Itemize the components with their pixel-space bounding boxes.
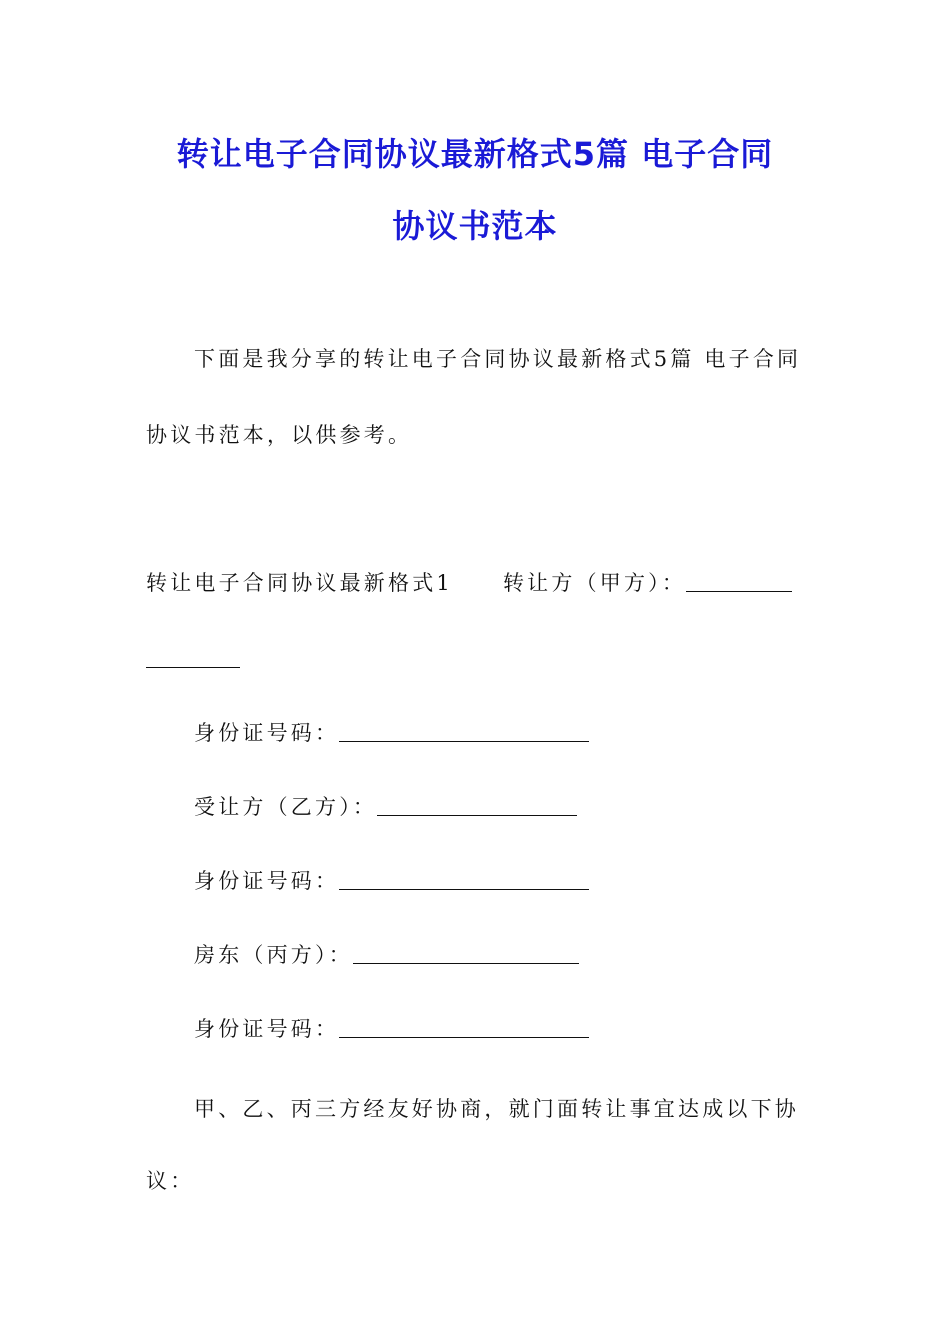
- party-a-continuation-row: [146, 644, 240, 674]
- party-b-blank: [377, 795, 577, 816]
- party-c-row: [194, 940, 579, 970]
- party-b-row: [194, 792, 577, 822]
- document-title-line-2: 协议书范本: [392, 207, 558, 245]
- agreement-line-2: 议：: [146, 1169, 195, 1193]
- section-1-heading: 转让电子合同协议最新格式1: [146, 571, 453, 595]
- party-c-label: 房东（丙方）：: [194, 943, 353, 967]
- id-number-2-row: [194, 866, 589, 896]
- party-c-blank: [353, 943, 579, 964]
- id-number-2-label: 身份证号码：: [194, 869, 340, 893]
- agreement-line-1: 甲、乙、丙三方经友好协商，就门面转让事宜达成以下协: [194, 1097, 799, 1121]
- party-a-label: 转让方（甲方）：: [502, 571, 687, 595]
- party-a-blank: [686, 571, 792, 592]
- id-number-1-row: [194, 718, 589, 748]
- id-number-3-blank: [339, 1017, 589, 1038]
- id-number-1-blank: [339, 721, 589, 742]
- document-title-line-1: 转让电子合同协议最新格式5篇 电子合同: [176, 135, 774, 173]
- intro-line-1: 下面是我分享的转让电子合同协议最新格式5篇 电子合同: [194, 347, 802, 371]
- intro-line-2: 协议书范本，以供参考。: [146, 423, 413, 447]
- id-number-2-blank: [339, 869, 589, 890]
- party-b-label: 受让方（乙方）：: [194, 795, 378, 819]
- id-number-1-label: 身份证号码：: [194, 721, 340, 745]
- id-number-3-row: [194, 1014, 589, 1044]
- section-1-heading-row: [146, 568, 792, 598]
- party-a-blank-continued: [146, 647, 240, 668]
- id-number-3-label: 身份证号码：: [194, 1017, 340, 1041]
